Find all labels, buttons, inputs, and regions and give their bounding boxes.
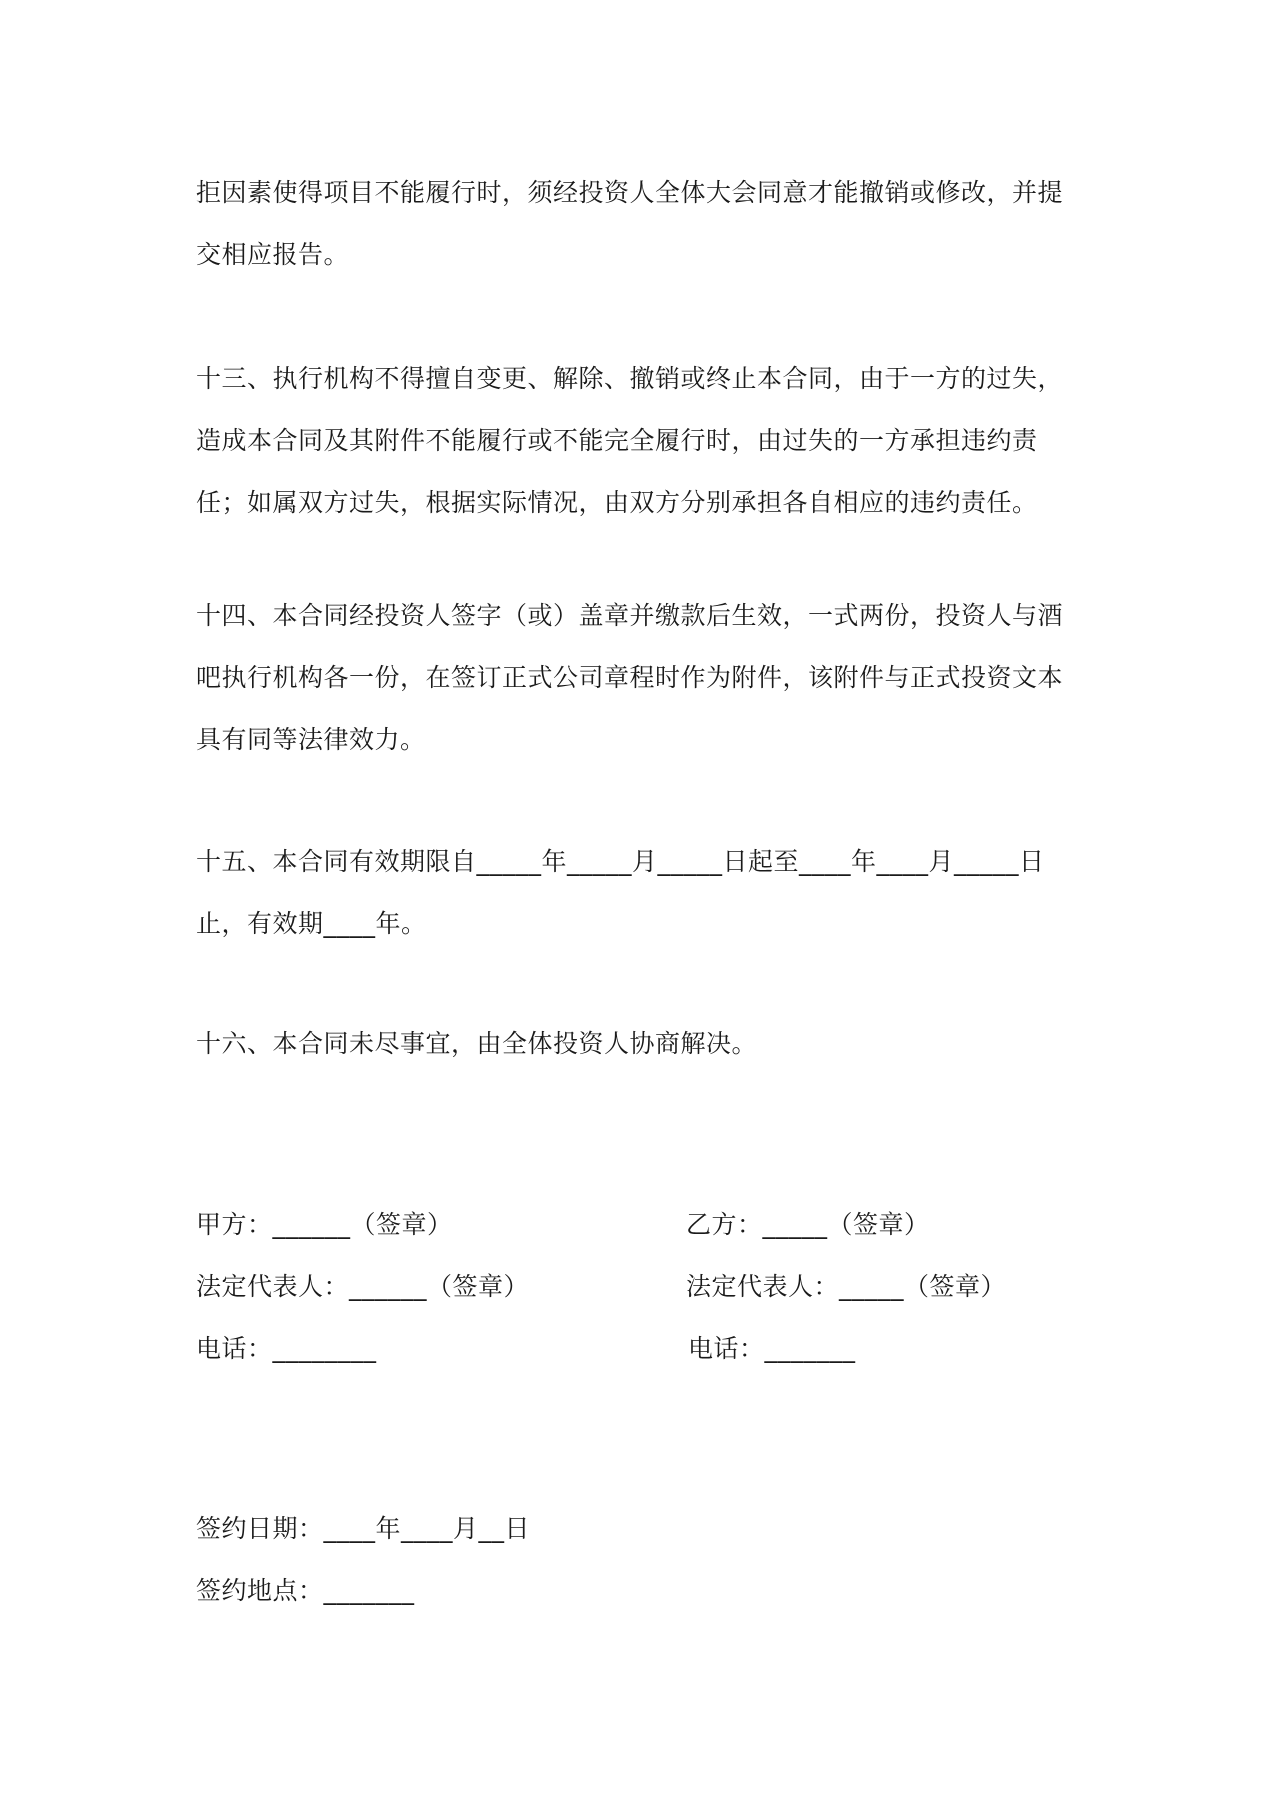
signing-date: 签约日期：____年____月__日	[196, 1514, 531, 1543]
paragraph-14-line-3: 具有同等法律效力。	[196, 725, 426, 754]
paragraph-13-line-1: 十三、执行机构不得擅自变更、解除、撤销或终止本合同，由于一方的过失，	[196, 364, 1064, 393]
paragraph-12-line-1: 拒因素使得项目不能履行时，须经投资人全体大会同意才能撤销或修改，并提	[196, 178, 1064, 207]
paragraph-15-line-2: 止，有效期____年。	[196, 909, 427, 938]
paragraph-13-line-3: 任；如属双方过失，根据实际情况，由双方分别承担各自相应的违约责任。	[196, 488, 1038, 517]
paragraph-13-line-2: 造成本合同及其附件不能履行或不能完全履行时，由过失的一方承担违约责	[196, 426, 1038, 455]
paragraph-14-line-1: 十四、本合同经投资人签字（或）盖章并缴款后生效，一式两份，投资人与酒	[196, 601, 1064, 630]
party-b-name: 乙方：_____（签章）	[686, 1210, 930, 1239]
paragraph-16-line-1: 十六、本合同未尽事宜，由全体投资人协商解决。	[196, 1029, 758, 1058]
party-b-representative: 法定代表人：_____（签章）	[686, 1272, 1007, 1301]
party-a-name: 甲方：______（签章）	[196, 1210, 453, 1239]
party-a-representative: 法定代表人：______（签章）	[196, 1272, 530, 1301]
party-a-phone: 电话：________	[196, 1334, 377, 1363]
party-b-phone: 电话：_______	[688, 1334, 856, 1363]
paragraph-14-line-2: 吧执行机构各一份，在签订正式公司章程时作为附件，该附件与正式投资文本	[196, 663, 1064, 692]
paragraph-15-line-1: 十五、本合同有效期限自_____年_____月_____日起至____年____月_____日	[196, 847, 1045, 876]
paragraph-12-line-2: 交相应报告。	[196, 240, 350, 269]
signing-place: 签约地点：_______	[196, 1576, 415, 1605]
